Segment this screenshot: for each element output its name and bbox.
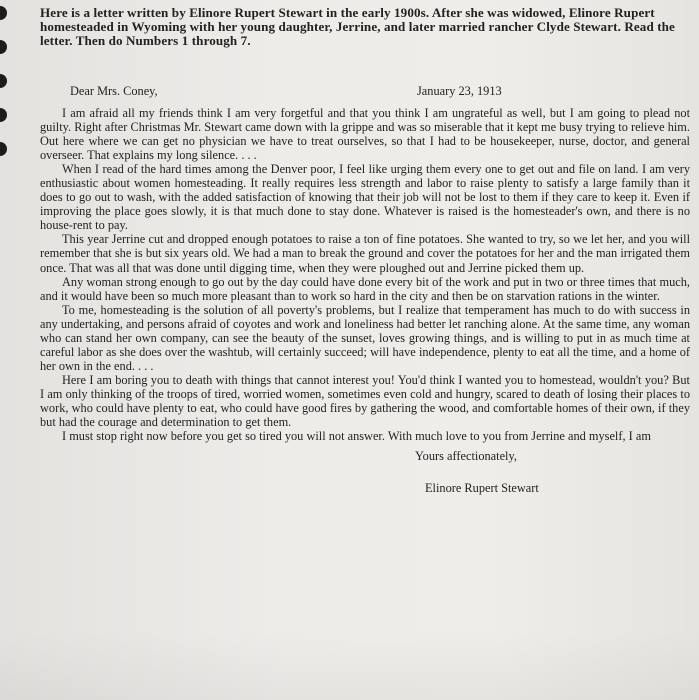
binder-hole: [0, 40, 7, 54]
signature: Elinore Rupert Stewart: [425, 481, 539, 496]
intro-instructions: [40, 6, 685, 49]
page-shadow: [0, 630, 699, 700]
letter-paragraph-6: Here I am boring you to death with things that cannot interest you! You'd think I wanted you to homestead, wouldn't you? But I am only thinking of the troops of tired, worried women, sometimes even cold and hungry, scared to death of losing their places to work, who could have plenty to eat, who could have good fires by gathering the wood, and comfortable homes of their own, if they but had the courage and determination to get them.: [40, 372, 690, 430]
letter-paragraph-7: I must stop right now before you get so tired you will not answer. With much love to you from Jerrine and myself, I am: [62, 429, 651, 444]
binder-hole: [0, 6, 7, 20]
binding-holes: [0, 0, 14, 700]
binder-hole: [0, 142, 7, 156]
closing-line: Yours affectionately,: [415, 449, 517, 464]
intro-text: Here is a letter written by Elinore Rupert Stewart in the early 1900s. After she was widowed, Elinore Rupert homesteaded in Wyoming with her young daughter, Jerrine, and later married rancher Clyde Stewart. Read the letter. Then do Numbers 1 through 7.: [40, 5, 675, 49]
letter-paragraph-2: When I read of the hard times among the Denver poor, I feel like urging them every one to get out and file on land. I am very enthusiastic about women homesteading. It really requires less strength and labor to raise plenty to satisfy a large family than it does to go out to wash, with the added satisfaction of knowing that their job will not be lost to them if they care to keep it. Even if improving the place goes slowly, it is that much done to stay done. Whatever is raised is the homesteader's own, and there is no house-rent to pay.: [40, 162, 690, 233]
binder-hole: [0, 108, 7, 122]
letter-paragraph-4: Any woman strong enough to go out by the day could have done every bit of the work and put in two or three times that much, and it would have been so much more pleasant than to work so hard in the city and then be on starvation rations in the winter.: [40, 274, 690, 303]
salutation: Dear Mrs. Coney,: [70, 84, 158, 98]
letter-date: January 23, 1913: [417, 84, 502, 98]
letter-paragraph-3: This year Jerrine cut and dropped enough potatoes to raise a ton of fine potatoes. She wanted to try, so we let her, and you will remember that she is but six years old. We had a man to break the ground and cover the potatoes for her and the man irrigated them once. That was all that was done until digging time, when they were ploughed out and Jerrine picked them up.: [40, 232, 690, 275]
letter-header: [40, 84, 690, 102]
letter-closing: [40, 443, 690, 509]
letter: [40, 84, 690, 509]
letter-paragraph-1: I am afraid all my friends think I am very forgetful and that you think I am ungrateful as well, but I am going to plead not guilty. Right after Christmas Mr. Stewart came down with la grippe and was so miserable that it kept me busy trying to relieve him. Out here where we can get no physician we have to treat ourselves, so that I had to be housekeeper, nurse, doctor, and general overseer. That explains my long silence. . . .: [40, 106, 690, 163]
binder-hole: [0, 74, 7, 88]
letter-paragraph-5: To me, homesteading is the solution of all poverty's problems, but I realize that temperament has much to do with success in any undertaking, and persons afraid of coyotes and work and loneliness had better let ranching alone. At the same time, any woman who can stand her own company, can see the beauty of the sunset, loves growing things, and is willing to put in as much time at careful labor as she does over the washtub, will certainly succeed; will have independence, plenty to eat all the time, and a home of her own in the end. . . .: [40, 302, 690, 373]
